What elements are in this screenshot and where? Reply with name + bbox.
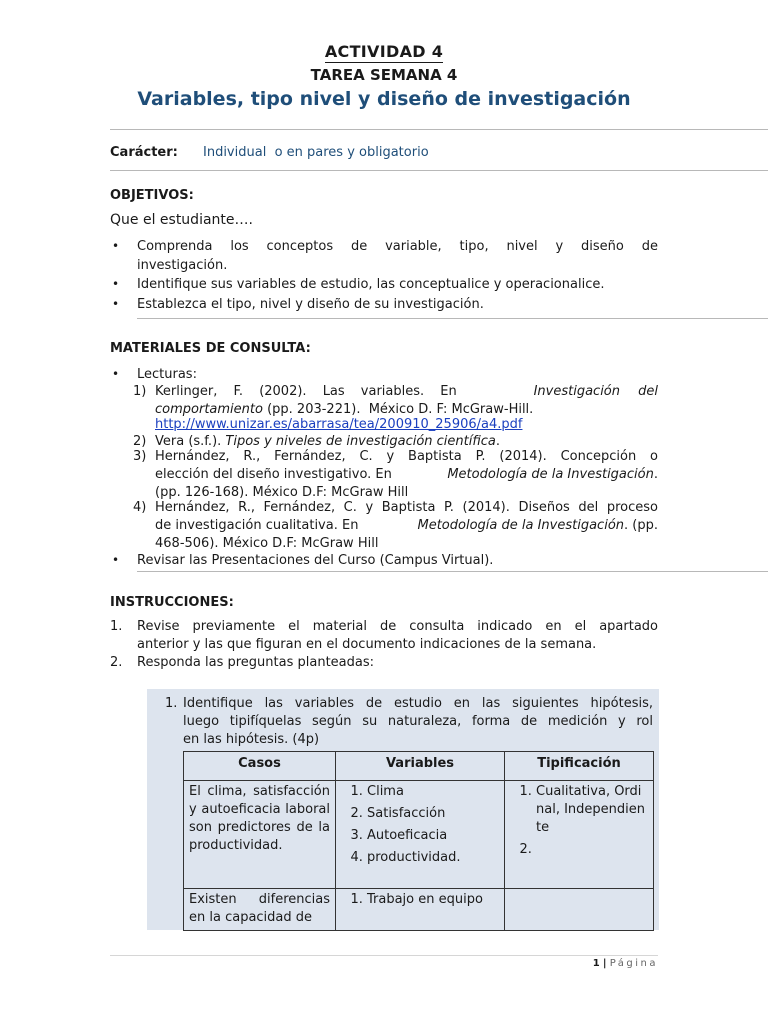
- pregunta-line-2: luego tipifíquelas según su naturaleza, forma de medición y rol: [183, 714, 653, 729]
- instruccion-2-line: Responda las preguntas planteadas:: [137, 655, 375, 670]
- caso-cell: Existen diferencias en la capacidad de: [184, 889, 336, 931]
- activity-title: ACTIVIDAD 4: [324, 42, 444, 61]
- ref-2-line: Vera (s.f.). Tipos y niveles de investigación científica.: [155, 434, 501, 449]
- page-footer: [593, 958, 658, 969]
- variable-item: 3. Autoeficacia: [367, 827, 499, 845]
- ref-1-line-1: Kerlinger, F. (2002). Las variables. En Investigación del: [155, 384, 658, 399]
- instruccion-2-number: 2.: [110, 655, 123, 670]
- ref-1-link[interactable]: http://www.unizar.es/abarrasa/tea/200910_25906/a4.pdf: [155, 417, 523, 432]
- ref-4-line-1: Hernández, R., Fernández, C. y Baptista P. (2014). Diseños del proceso: [155, 500, 658, 515]
- ref-1-number: 1): [133, 384, 147, 399]
- instruccion-1-line-2: anterior y las que figuran en el documento indicaciones de la semana.: [137, 637, 597, 652]
- caracter-label: Carácter:: [110, 145, 178, 160]
- ref-3-line-1: Hernández, R., Fernández, C. y Baptista P. (2014). Concepción o: [155, 449, 658, 464]
- ref-4-line-3: 468-506). México D.F: McGraw Hill: [155, 536, 379, 551]
- page-number: 1: [592, 958, 600, 969]
- bullet-icon: •: [112, 553, 120, 567]
- pregunta-line-3: en las hipótesis. (4p): [183, 732, 320, 747]
- objetivos-intro: Que el estudiante….: [110, 212, 253, 228]
- variable-item: 1. Trabajo en equipo: [367, 891, 499, 909]
- pregunta-line-1: Identifique las variables de estudio en las siguientes hipótesis,: [183, 696, 653, 711]
- ref-3-number: 3): [133, 449, 147, 464]
- page-label: Página: [609, 958, 658, 969]
- objetivo-item-1-line-1: Comprenda los conceptos de variable, tipo, nivel y diseño de: [137, 239, 658, 254]
- column-header: Casos: [184, 752, 336, 781]
- bullet-icon: •: [112, 297, 120, 311]
- variable-item: 2. Satisfacción: [367, 805, 499, 823]
- ref-1-link-line: [155, 417, 522, 432]
- instrucciones-heading: INSTRUCCIONES:: [110, 595, 234, 610]
- bullet-icon: •: [112, 277, 120, 291]
- column-header: Tipificación: [505, 752, 654, 781]
- ref-1-line-2: comportamiento (pp. 203-221). México D. F: McGraw-Hill.: [155, 402, 534, 417]
- ref-2-number: 2): [133, 434, 147, 449]
- caracter-value: Individual o en pares y obligatorio: [203, 145, 429, 160]
- objetivos-heading: OBJETIVOS:: [110, 188, 194, 203]
- ref-4-line-2: de investigación cualitativa. En Metodología de la Investigación. (pp.: [155, 518, 658, 533]
- variables-cell: [336, 781, 505, 889]
- column-header: Variables: [336, 752, 505, 781]
- tipificacion-cell: [505, 781, 654, 889]
- ref-3-line-2: elección del diseño investigativo. En Metodología de la Investigación.: [155, 467, 658, 482]
- task-subtitle: TAREA SEMANA 4: [310, 66, 458, 84]
- ref-4-number: 4): [133, 500, 147, 515]
- header-divider: [110, 129, 768, 130]
- variable-item: 1. Clima: [367, 783, 499, 801]
- tipificacion-cell: [505, 889, 654, 931]
- caracter-divider: [110, 170, 768, 171]
- instruccion-1-line-1: Revise previamente el material de consulta indicado en el apartado: [137, 619, 658, 634]
- instruccion-1-number: 1.: [110, 619, 123, 634]
- topic-title: Variables, tipo nivel y diseño de investigación: [137, 88, 631, 110]
- bullet-icon: •: [112, 367, 120, 381]
- materiales-divider: [137, 571, 768, 572]
- tipificacion-item: [536, 841, 648, 859]
- table-row: [184, 781, 654, 889]
- ref-3-line-3: (pp. 126-168). México D.F: McGraw Hill: [155, 485, 409, 500]
- table-header-row: [184, 752, 654, 781]
- objetivo-item-2: Identifique sus variables de estudio, las conceptualice y operacionalice.: [137, 277, 605, 292]
- objetivo-item-3: Establezca el tipo, nivel y diseño de su investigación.: [137, 297, 484, 312]
- variable-item: 4. productividad.: [367, 849, 499, 867]
- lecturas-label: Lecturas:: [137, 367, 197, 382]
- materiales-heading: MATERIALES DE CONSULTA:: [110, 341, 311, 356]
- footer-divider: [110, 955, 658, 956]
- objetivos-divider: [137, 318, 768, 319]
- revisar-item: Revisar las Presentaciones del Curso (Campus Virtual).: [137, 553, 494, 568]
- pregunta-number: 1.: [165, 696, 178, 711]
- bullet-icon: •: [112, 239, 120, 253]
- caso-cell: El clima, satisfacción y autoeficacia laboral son predictores de la productividad.: [184, 781, 336, 889]
- page-separator: |: [602, 958, 607, 969]
- variables-cell: [336, 889, 505, 931]
- cases-table: [183, 751, 654, 931]
- tipificacion-item: 1. Cualitativa, Ordinal, Independiente: [536, 783, 648, 837]
- objetivo-item-1-line-2: investigación.: [137, 258, 228, 273]
- table-row: [184, 889, 654, 931]
